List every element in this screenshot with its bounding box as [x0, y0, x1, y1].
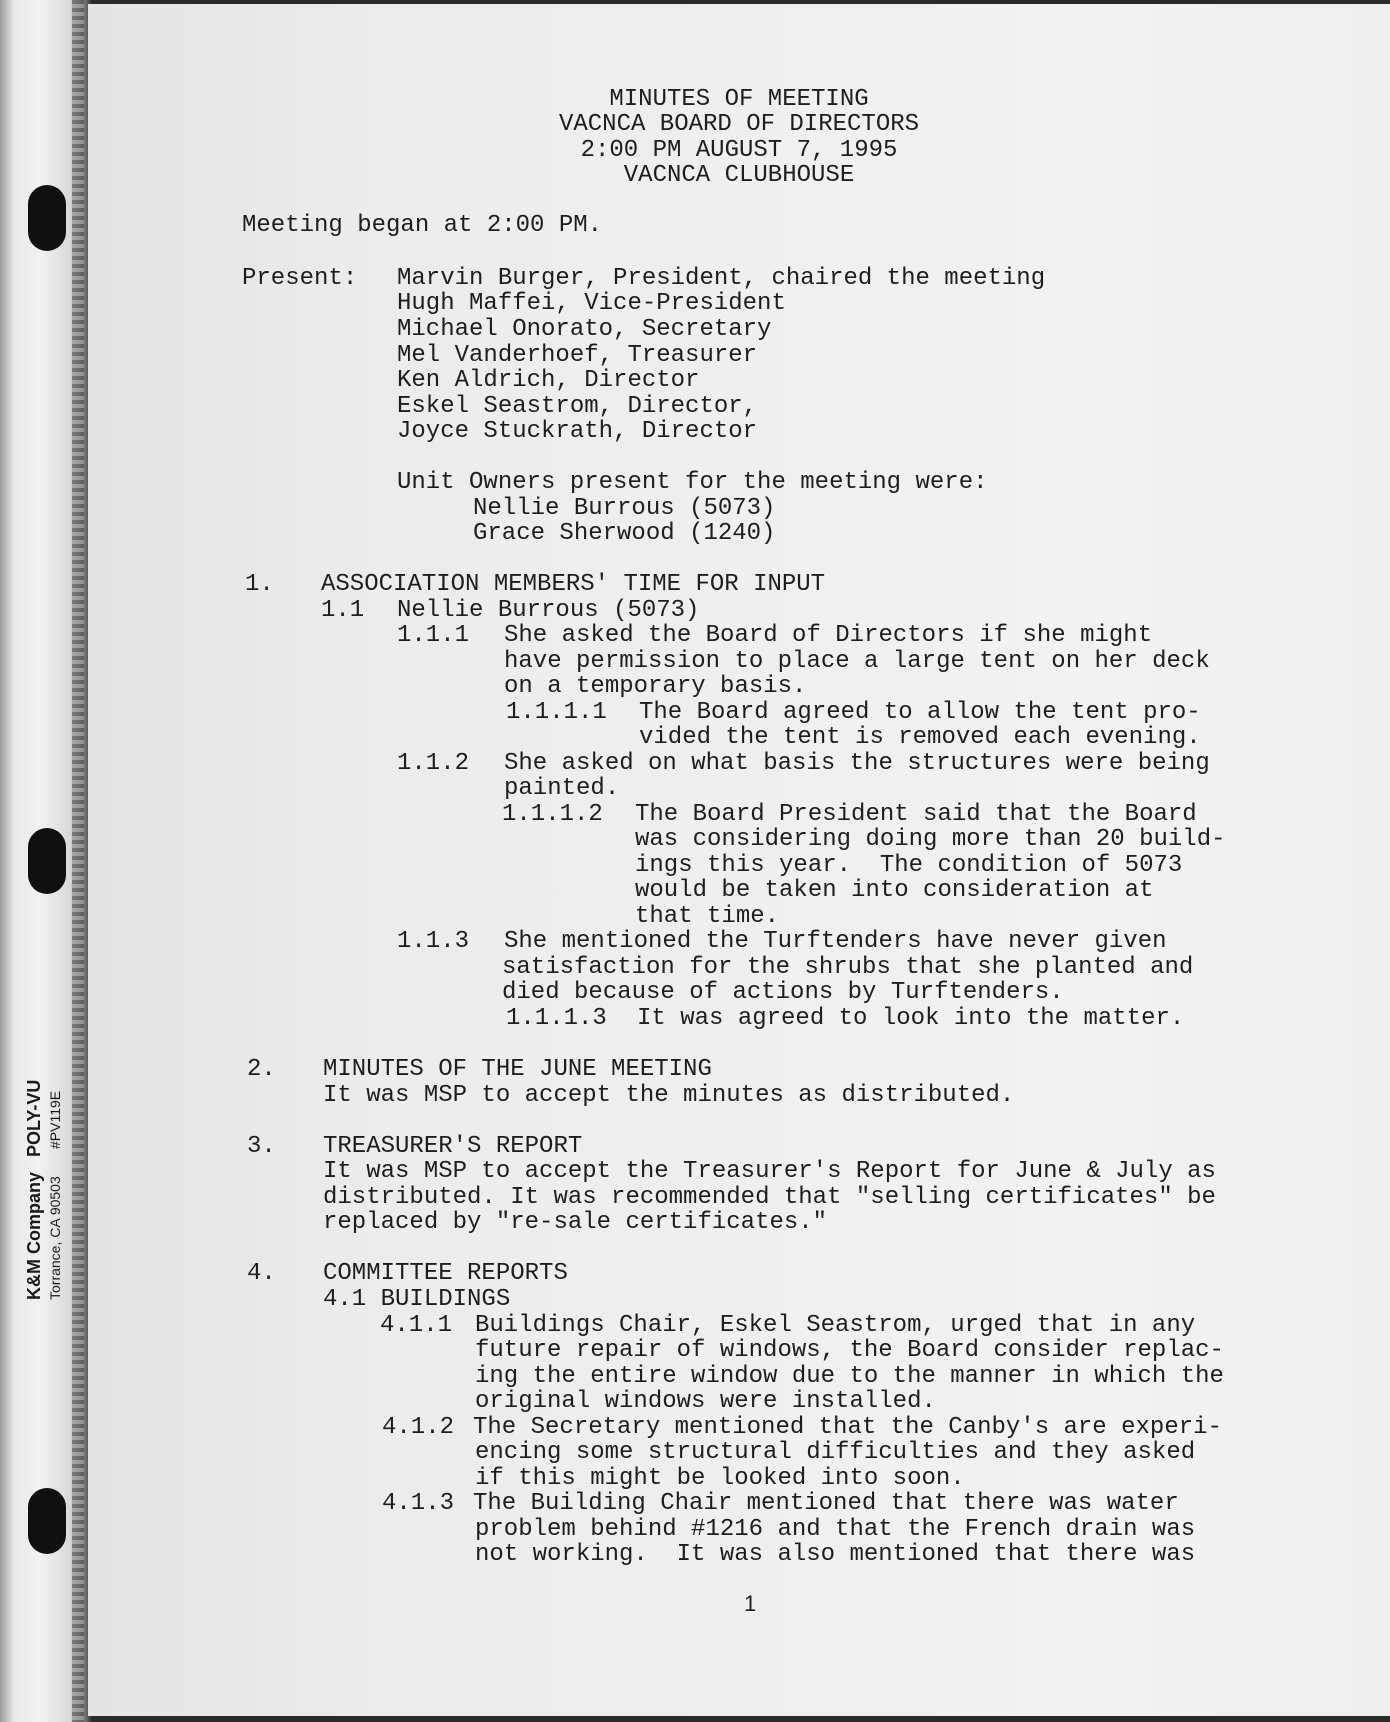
sleeve-label: [24, 1000, 63, 1300]
section-3-text: replaced by "re-sale certificates.": [323, 1209, 828, 1236]
doc-datetime: 2:00 PM AUGUST 7, 1995: [580, 137, 898, 164]
section-3-text: distributed. It was recommended that "selling certificates" be: [323, 1184, 1216, 1211]
document-page: [88, 4, 1390, 1716]
section-4-title: COMMITTEE REPORTS: [323, 1260, 568, 1287]
item-text: not working. It was also mentioned that there was: [475, 1541, 1196, 1568]
item-number: 1.1.1.3: [506, 1005, 607, 1032]
present-member: Ken Aldrich, Director: [397, 367, 700, 394]
present-member: Mel Vanderhoef, Treasurer: [397, 342, 758, 369]
item-number: 1.1: [321, 597, 365, 624]
section-2-text: It was MSP to accept the minutes as distributed.: [323, 1082, 1015, 1109]
sleeve-location: Torrance, CA 90503: [47, 1176, 63, 1300]
item-text: on a temporary basis.: [504, 673, 807, 700]
item-text: died because of actions by Turftenders.: [502, 979, 1064, 1006]
binder-hole-top: [28, 185, 66, 251]
sleeve-perforated-edge: [72, 0, 84, 1722]
item-text: if this might be looked into soon.: [475, 1465, 965, 1492]
item-text: future repair of windows, the Board consider replac-: [475, 1337, 1224, 1364]
item-number: 4.1.3: [382, 1490, 455, 1517]
section-1-title: ASSOCIATION MEMBERS' TIME FOR INPUT: [321, 571, 826, 598]
item-number: 1.1.3: [397, 928, 470, 955]
section-3-title: TREASURER'S REPORT: [323, 1133, 583, 1160]
item-text: vided the tent is removed each evening.: [639, 724, 1201, 751]
section-3-text: It was MSP to accept the Treasurer's Report for June & July as: [323, 1158, 1216, 1185]
unit-owner: Grace Sherwood (1240): [473, 520, 776, 547]
section-4-number: 4.: [247, 1260, 276, 1287]
present-member: Hugh Maffei, Vice-President: [397, 290, 786, 317]
present-member: Michael Onorato, Secretary: [397, 316, 772, 343]
item-text: was considering doing more than 20 build-: [635, 826, 1226, 853]
section-1-number: 1.: [245, 571, 274, 598]
binder-hole-middle: [28, 828, 66, 894]
doc-venue: VACNCA CLUBHOUSE: [623, 162, 855, 189]
section-2-title: MINUTES OF THE JUNE MEETING: [323, 1056, 712, 1083]
unit-owner: Nellie Burrous (5073): [473, 495, 776, 522]
doc-organization: VACNCA BOARD OF DIRECTORS: [558, 111, 920, 138]
sleeve-product: POLY-VU: [24, 1079, 44, 1157]
item-text: She mentioned the Turftenders have never given: [504, 928, 1167, 955]
page-number: 1: [744, 1591, 757, 1616]
item-text: The Secretary mentioned that the Canby's are experi-: [473, 1414, 1222, 1441]
present-member: Eskel Seastrom, Director,: [397, 393, 758, 420]
section-3-number: 3.: [247, 1133, 276, 1160]
item-text: The Building Chair mentioned that there was water: [473, 1490, 1179, 1517]
item-text: original windows were installed.: [475, 1388, 936, 1415]
item-text: ing the entire window due to the manner in which the: [475, 1363, 1224, 1390]
section-2-number: 2.: [247, 1056, 276, 1083]
item-number: 4.1.2: [382, 1414, 455, 1441]
item-text: that time.: [635, 903, 780, 930]
item-text: She asked on what basis the structures were being: [504, 750, 1210, 777]
item-text: It was agreed to look into the matter.: [637, 1005, 1185, 1032]
item-text: would be taken into consideration at: [635, 877, 1154, 904]
item-number: 4.1.1: [380, 1312, 453, 1339]
item-text: The Board President said that the Board: [635, 801, 1197, 828]
doc-title: MINUTES OF MEETING: [609, 86, 869, 113]
opening-line: Meeting began at 2:00 PM.: [242, 212, 603, 239]
sleeve-model: #PV119E: [47, 1090, 63, 1150]
item-text: problem behind #1216 and that the French drain was: [475, 1516, 1196, 1543]
item-number: 1.1.2: [397, 750, 470, 777]
item-number: 1.1.1.2: [502, 801, 603, 828]
present-member: Joyce Stuckrath, Director: [397, 418, 758, 445]
item-text: ings this year. The condition of 5073: [635, 852, 1183, 879]
item-text: The Board agreed to allow the tent pro-: [639, 699, 1201, 726]
item-text: Buildings Chair, Eskel Seastrom, urged that in any: [475, 1312, 1196, 1339]
sleeve-brand: K&M Company: [24, 1171, 44, 1300]
binder-hole-bottom: [28, 1488, 66, 1554]
present-label: Present:: [242, 265, 358, 292]
sheet-protector-strip: [0, 0, 92, 1722]
item-number: 1.1.1: [397, 622, 470, 649]
unit-owners-intro: Unit Owners present for the meeting were:: [397, 469, 988, 496]
item-text: painted.: [504, 775, 620, 802]
subsection-title: 4.1 BUILDINGS: [323, 1286, 511, 1313]
item-text: encing some structural difficulties and they asked: [475, 1439, 1196, 1466]
item-text: She asked the Board of Directors if she might: [504, 622, 1153, 649]
item-number: 1.1.1.1: [506, 699, 607, 726]
item-text: satisfaction for the shrubs that she planted and: [502, 954, 1194, 981]
item-text: have permission to place a large tent on her deck: [504, 648, 1210, 675]
present-member: Marvin Burger, President, chaired the meeting: [397, 265, 1046, 292]
subsection-title: Nellie Burrous (5073): [397, 597, 700, 624]
